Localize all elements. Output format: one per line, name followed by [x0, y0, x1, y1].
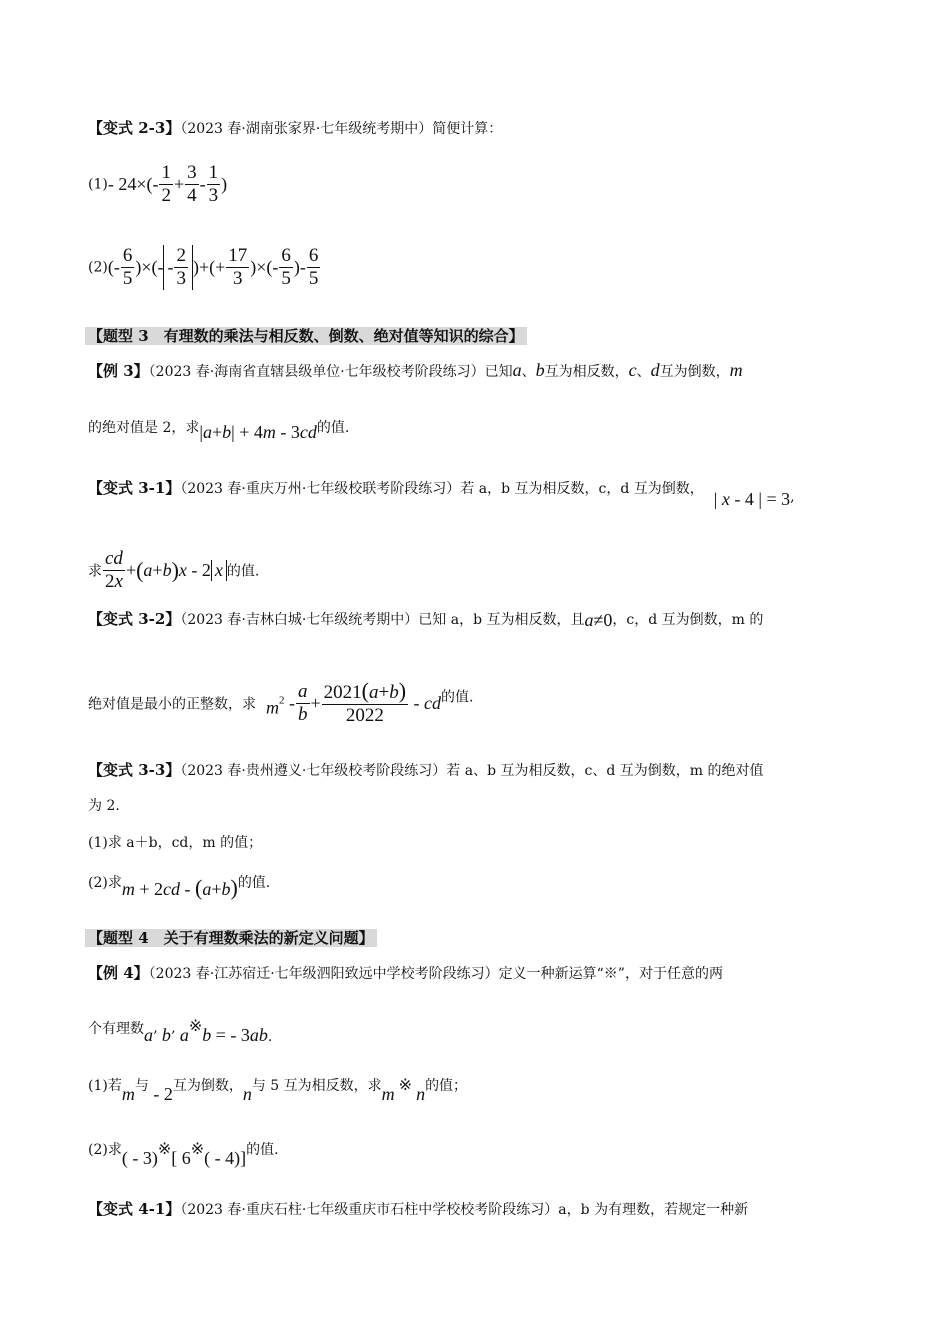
- text: 互为倒数，: [172, 1078, 243, 1094]
- section-heading-3: 【题型 3 有理数的乘法与相反数、倒数、绝对值等知识的综合】: [85, 327, 527, 345]
- example-4-line1: [88, 963, 723, 984]
- variant-tag: 【变式 3-3】: [88, 761, 181, 779]
- variant-tag: 【变式 3-1】: [88, 479, 181, 497]
- denominator-number: 2022: [345, 705, 384, 726]
- part-label: (2): [88, 259, 108, 276]
- variant-source: （2023 春·贵州遵义·七年级校考阶段练习）若 a、b 互为相反数，c、d 互为倒数，m 的绝对值: [180, 763, 764, 779]
- text: ，c，d 互为倒数，m 的: [612, 612, 764, 628]
- text: 的值.: [441, 689, 474, 706]
- variant-tag: 【变式 2-3】: [88, 119, 181, 137]
- section-heading-4: 【题型 4 关于有理数乘法的新定义问题】: [85, 929, 377, 947]
- text: 互为倒数，: [659, 364, 730, 380]
- text: 与 5 互为相反数，求: [251, 1078, 382, 1094]
- example-3-line1: 【例 3】（2023 春·海南省直辖县级单位·七年级校考阶段练习）已知a、b互为相反数，c、d互为倒数，m: [88, 360, 743, 380]
- variant-3-1-line1: 【变式 3-1】（2023 春·重庆万州·七年级校联考阶段练习）若 a，b 互为相反数，c，d 互为倒数， | x - 4 | = 3,: [88, 479, 795, 509]
- example-4-q1: (1)若m与 - 2互为倒数，n与 5 互为相反数，求m ※ n的值；: [88, 1077, 468, 1104]
- variant-tag: 【变式 4-1】: [88, 1200, 181, 1218]
- text: 绝对值是最小的正整数，求: [88, 696, 256, 713]
- variant-3-3-line2: 为 2.: [88, 798, 120, 814]
- text: (2)求: [88, 1142, 122, 1158]
- text: 与: [134, 1078, 149, 1094]
- part-label: (1): [88, 176, 108, 193]
- example-4-line2: 个有理数a’ b’ a※b = - 3ab.: [88, 1018, 273, 1045]
- variant-source: （2023 春·重庆万州·七年级校联考阶段练习）若 a，b 互为相反数，c，d 互为倒数，: [180, 481, 704, 497]
- text: 的值.: [316, 420, 350, 436]
- example-tag: 【例 3】: [88, 362, 149, 380]
- variant-3-2-line1: 【变式 3-2】（2023 春·吉林白城·七年级统考期中）已知 a，b 互为相反数，且a≠0，c，d 互为倒数，m 的: [88, 610, 764, 630]
- problem-2-3-part1: (1)- 24×(- $\frac{1}{2}$ + $\frac{3}{4}$ - $\frac{1}{3}$ ): [88, 162, 228, 206]
- problem-2-3-part2: (2)(- $\frac{6}{5}$ )×(- - $\frac{2}{3}$ )+(+ $\frac{17}{3}$ )×(- $\frac{6}{5}$ )- $\frac{6}{5}$: [88, 245, 319, 289]
- text: 求: [88, 563, 102, 580]
- text: (2)求: [88, 875, 122, 891]
- variant-3-1-line2: 求 $\frac{cd}{2x}$ +(a+b)x - 2 x 的值.: [88, 548, 260, 592]
- text: 的值.: [226, 563, 260, 580]
- text: 的绝对值是 2，求: [88, 420, 200, 436]
- variant-tag: 【变式 3-2】: [88, 610, 181, 628]
- example-4-q2: (2)求( - 3)※[ 6※( - 4)]的值.: [88, 1141, 279, 1168]
- text: 的值；: [425, 1078, 468, 1094]
- variant-source: （2023 春·湖南张家界·七年级统考期中）简便计算：: [180, 121, 503, 137]
- text: 个有理数: [88, 1021, 144, 1037]
- text: 互为相反数，: [544, 364, 629, 380]
- text: 的值.: [237, 875, 271, 891]
- text: 的值.: [246, 1142, 279, 1158]
- variant-2-3-title: [88, 118, 502, 139]
- example-3-line2: 的绝对值是 2，求|a+b| + 4m - 3cd的值.: [88, 420, 350, 442]
- text: (1)若: [88, 1078, 122, 1094]
- variant-source: （2023 春·重庆石柱·七年级重庆市石柱中学校校考阶段练习）a，b 为有理数，若规定一种新: [180, 1202, 749, 1218]
- variant-3-3-q1: (1)求 a＋b，cd，m 的值；: [88, 835, 263, 851]
- variant-source: （2023 春·吉林白城·七年级统考期中）已知 a，b 互为相反数，且: [180, 612, 585, 628]
- variant-3-2-line2: 绝对值是最小的正整数，求 $m^2$ - $\frac{a}{b}$ + $\frac{2021(a+b)}{2022}$ - cd的值.: [88, 678, 474, 726]
- example-source: （2023 春·江苏宿迁·七年级泗阳致远中学校考阶段练习）定义一种新运算“※”，对于任意的两: [148, 966, 723, 982]
- numerator-number: 2021: [323, 682, 362, 703]
- example-source: （2023 春·海南省直辖县级单位·七年级校考阶段练习）已知: [148, 364, 513, 380]
- variant-4-1-line1: [88, 1199, 748, 1220]
- example-tag: 【例 4】: [88, 964, 149, 982]
- variant-3-3-q2: (2)求m + 2cd - (a+b)的值.: [88, 875, 271, 900]
- variant-3-3-line1: [88, 760, 764, 781]
